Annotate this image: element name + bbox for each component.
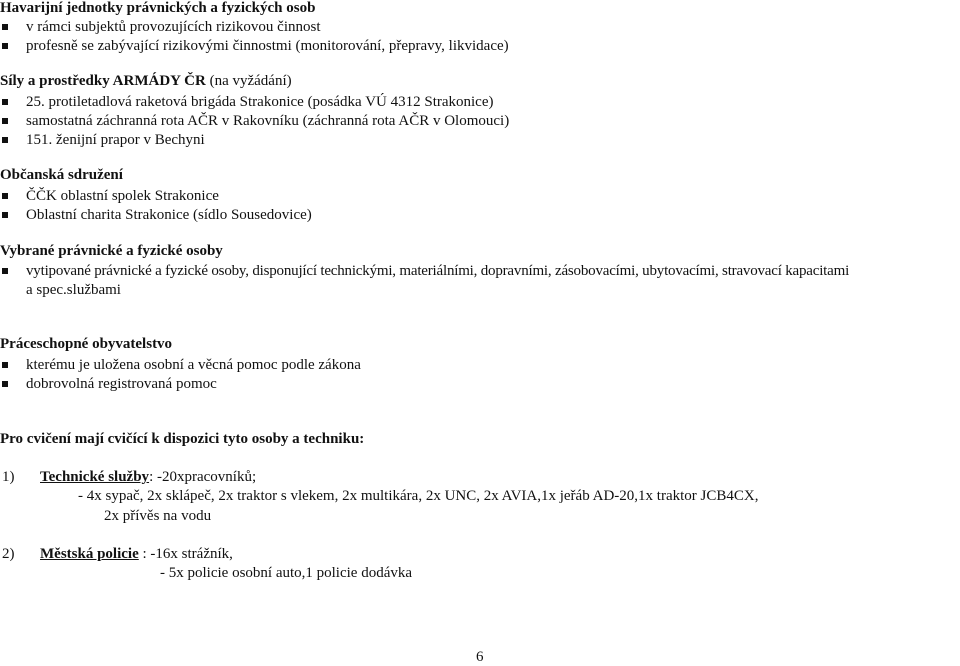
bullet-icon [2, 99, 8, 105]
bullet-icon [2, 24, 8, 30]
bullet-icon [2, 362, 8, 368]
section-heading: Vybrané právnické a fyzické osoby [0, 243, 223, 259]
bullet-icon [2, 381, 8, 387]
item-label: Městská policie [40, 546, 139, 562]
exercise-heading: Pro cvičení mají cvičící k dispozici tyto osoby a techniku: [0, 431, 365, 447]
item-label: Technické služby [40, 469, 150, 485]
section-heading: Občanská sdružení [0, 167, 123, 183]
exercise-item-2-detail: - 5x policie osobní auto,1 policie dodávka [160, 565, 413, 581]
exercise-item-1-detail: 2x přívěs na vodu [104, 508, 212, 524]
list-item-continuation: a spec.službami [26, 282, 121, 298]
exercise-item-1-detail: - 4x sypač, 2x sklápeč, 2x traktor s vlekem, 2x multikára, 2x UNC, 2x AVIA,1x jeřáb AD-20,1x traktor JCB4CX, [78, 488, 759, 504]
bullet-icon [2, 137, 8, 143]
bullet-icon [2, 193, 8, 199]
page-number: 6 [476, 649, 484, 665]
section-heading: Práceschopné obyvatelstvo [0, 336, 173, 352]
item-number: 1) [2, 469, 15, 485]
bullet-icon [2, 118, 8, 124]
section-heading: Havarijní jednotky právnických a fyzických osob [0, 0, 316, 16]
bullet-icon [2, 212, 8, 218]
document-page: Havarijní jednotky právnických a fyzických osob v rámci subjektů provozujících rizikovou činnost profesně se zabývající rizikovými činnostmi (monitorování, přepravy, likvidace) Síly a prostředky ARMÁDY ČR (na vyžádání) 25. protiletadlová raketová brigáda Strakonice (posádka VÚ 4312 Strakonice) samostatná záchranná rota AČR v Rakovníku (záchranná rota AČR v Olomouci) 151. ženijní prapor v Bechyni Občanská sdružení ČČK oblastní spolek Strakonice Oblastní charita Strakonice (sídlo Sousedovice) Vybrané právnické a fyzické osoby vytipované právnické a fyzické osoby, disponující technickými, materiálními, dopravními, zásobovacími, ubytovacími, stravovací kapacitami a spec.službami Práceschopné obyvatelstvo kterému je uložena osobní a věcná pomoc podle zákona dobrovolná registrovaná pomoc Pro cvičení mají cvičící k dispozici tyto osoby a techniku: 1) Technické služby: -20xpracovníků; - 4x sypač, 2x sklápeč, 2x traktor s vlekem, 2x multikára, 2x UNC, 2x AVIA,1x jeřáb AD-20,1x traktor JCB4CX, 2x přívěs na vodu 2) Městská policie : -16x strážník, - 5x policie osobní auto,1 policie dodávka 6 [0, 0, 850, 665]
item-number: 2) [2, 546, 15, 562]
bullet-icon [2, 268, 8, 274]
section-heading: Síly a prostředky ARMÁDY ČR (na vyžádání) [0, 73, 292, 89]
bullet-icon [2, 43, 8, 49]
